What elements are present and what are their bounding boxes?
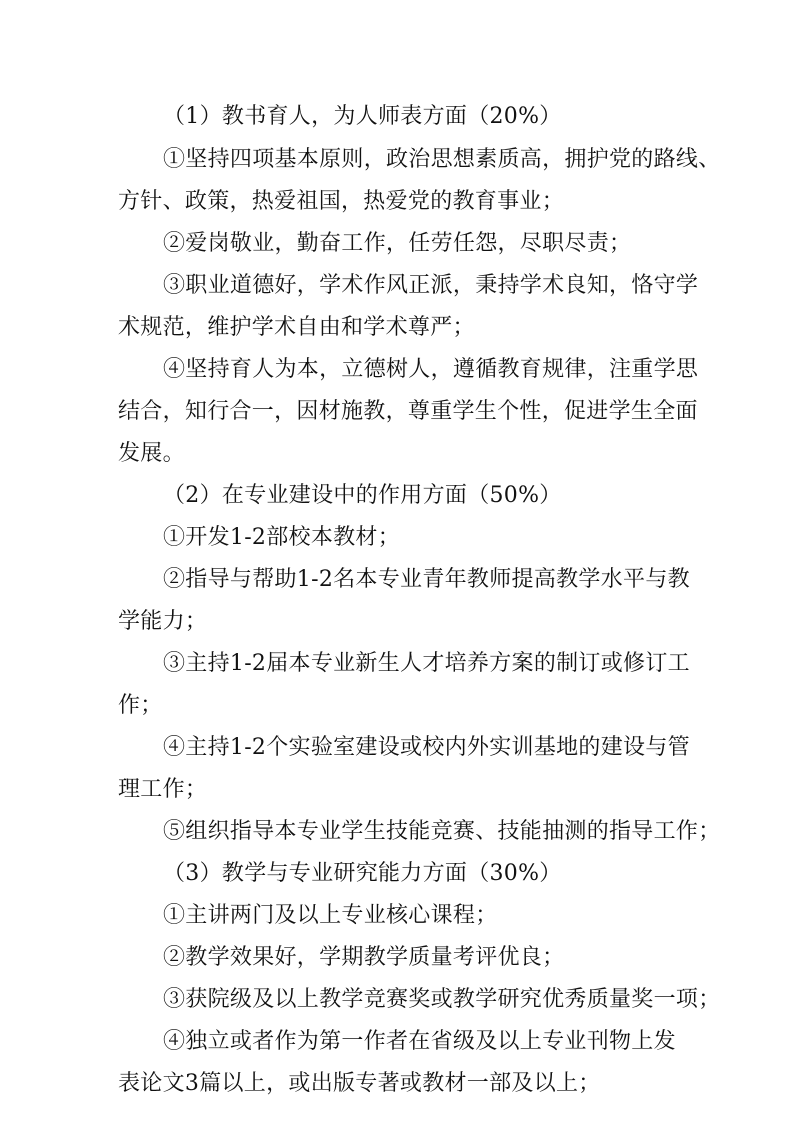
list-item: ③获院级及以上教学竞赛奖或教学研究优秀质量奖一项； (163, 987, 721, 1012)
list-item-continuation: 结合，知行合一，因材施教，尊重学生个性，促进学生全面 (118, 399, 698, 424)
list-item-continuation: 方针、政策，热爱祖国，热爱党的教育事业； (118, 189, 565, 214)
list-item: ④独立或者作为第一作者在省级及以上专业刊物上发 (163, 1029, 676, 1054)
list-item: ③主持1-2届本专业新生人才培养方案的制订或修订工 (163, 651, 690, 676)
list-item-continuation: 作； (118, 693, 163, 718)
list-item: ①主讲两门及以上专业核心课程； (163, 903, 498, 928)
list-item-continuation: 学能力； (118, 609, 208, 634)
list-item: ②指导与帮助1-2名本专业青年教师提高教学水平与教 (163, 567, 690, 592)
section-heading-2: （2）在专业建设中的作用方面（50%） (163, 483, 562, 508)
list-item: ④坚持育人为本，立德树人，遵循教育规律，注重学思 (163, 357, 699, 382)
list-item: ③职业道德好，学术作风正派，秉持学术良知，恪守学 (163, 273, 699, 298)
list-item: ②爱岗敬业，勤奋工作，任劳任怨，尽职尽责； (163, 231, 632, 256)
list-item: ④主持1-2个实验室建设或校内外实训基地的建设与管 (163, 735, 690, 760)
list-item: ②教学效果好，学期教学质量考评优良； (163, 945, 565, 970)
section-heading-1: （1）教书育人，为人师表方面（20%） (163, 104, 562, 129)
list-item-continuation: 表论文3篇以上，或出版专著或教材一部及以上； (118, 1071, 601, 1096)
section-heading-3: （3）教学与专业研究能力方面（30%） (163, 861, 562, 886)
list-item-continuation: 理工作； (118, 777, 208, 802)
list-item: ⑤组织指导本专业学生技能竞赛、技能抽测的指导工作； (163, 819, 721, 844)
list-item-continuation: 发展。 (118, 441, 185, 466)
list-item: ①开发1-2部校本教材； (163, 525, 401, 550)
list-item-continuation: 术规范，维护学术自由和学术尊严； (118, 315, 475, 340)
list-item: ①坚持四项基本原则，政治思想素质高，拥护党的路线、 (163, 147, 721, 172)
